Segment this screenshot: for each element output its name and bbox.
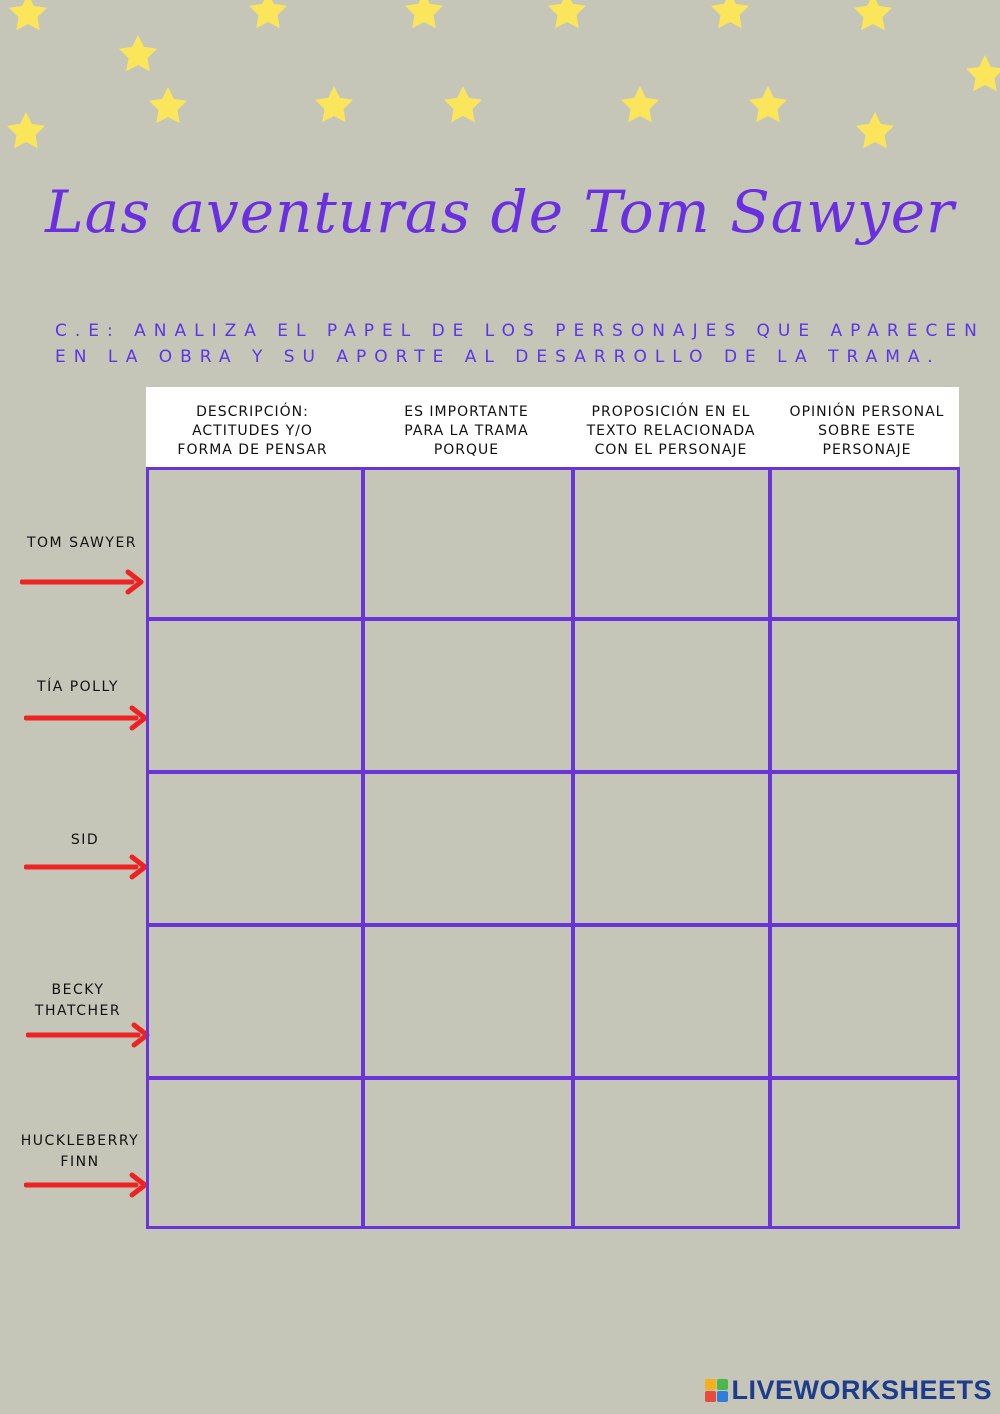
liveworksheets-logo [705, 1375, 992, 1406]
logo-text: LIVEWORKSHEETS [731, 1375, 992, 1405]
star-icon [854, 0, 892, 30]
answer-cell[interactable] [572, 771, 771, 926]
row-label-huckleberry-finn: HUCKLEBERRY FINN [20, 1133, 140, 1170]
answer-cell[interactable] [572, 618, 771, 773]
answer-cell[interactable] [769, 771, 960, 926]
answer-cell[interactable] [769, 618, 960, 773]
page-title: Las aventuras de Tom Sawyer [45, 178, 955, 246]
star-icon [621, 86, 659, 122]
star-icon [405, 0, 443, 28]
star-decoration [0, 0, 1000, 170]
row-label-becky-thatcher: BECKY THATCHER [34, 982, 122, 1019]
column-header-description: DESCRIPCIÓN: ACTITUDES Y/O FORMA DE PENSAR [177, 403, 328, 458]
star-icon [548, 0, 586, 28]
star-icon [711, 0, 749, 28]
column-header-proposition: PROPOSICIÓN EN EL TEXTO RELACIONADA CON EL PERSONAJE [586, 403, 756, 458]
arrow-right-icon [24, 1172, 154, 1198]
answer-cell[interactable] [146, 771, 364, 926]
star-icon [966, 55, 1000, 91]
answer-cell[interactable] [146, 467, 364, 620]
star-icon [249, 0, 287, 28]
logo-icon [705, 1379, 728, 1402]
arrow-right-icon [26, 1022, 156, 1048]
star-icon [9, 0, 47, 30]
arrow-right-icon [20, 569, 150, 595]
answer-cell[interactable] [146, 618, 364, 773]
answer-cell[interactable] [362, 618, 574, 773]
answer-cell[interactable] [146, 1077, 364, 1229]
answer-cell[interactable] [362, 1077, 574, 1229]
answer-cell[interactable] [146, 924, 364, 1079]
arrow-right-icon [24, 705, 154, 731]
row-label-sid: SID [70, 832, 100, 848]
star-icon [149, 87, 187, 123]
answer-cell[interactable] [572, 1077, 771, 1229]
answer-cell[interactable] [362, 771, 574, 926]
answer-cell[interactable] [769, 1077, 960, 1229]
instructions: C.E: ANALIZA EL PAPEL DE LOS PERSONAJES QUE APARECEN EN LA OBRA Y SU APORTE AL DESARROLLO DE LA TRAMA. [55, 321, 985, 367]
answer-cell[interactable] [362, 924, 574, 1079]
arrow-right-icon [24, 854, 154, 880]
answer-cell[interactable] [572, 924, 771, 1079]
column-header-opinion: OPINIÓN PERSONAL SOBRE ESTE PERSONAJE [789, 403, 945, 458]
answer-cell[interactable] [572, 467, 771, 620]
star-icon [856, 112, 894, 148]
star-icon [749, 86, 787, 122]
answer-cell[interactable] [362, 467, 574, 620]
column-header-importance: ES IMPORTANTE PARA LA TRAMA PORQUE [404, 403, 529, 458]
answer-cell[interactable] [769, 924, 960, 1079]
star-icon [315, 86, 353, 122]
row-label-tom-sawyer: TOM SAWYER [26, 535, 138, 551]
star-icon [7, 112, 45, 148]
answer-cell[interactable] [769, 467, 960, 620]
star-icon [444, 86, 482, 122]
star-icon [119, 35, 157, 71]
row-label-tia-polly: TÍA POLLY [37, 679, 119, 695]
